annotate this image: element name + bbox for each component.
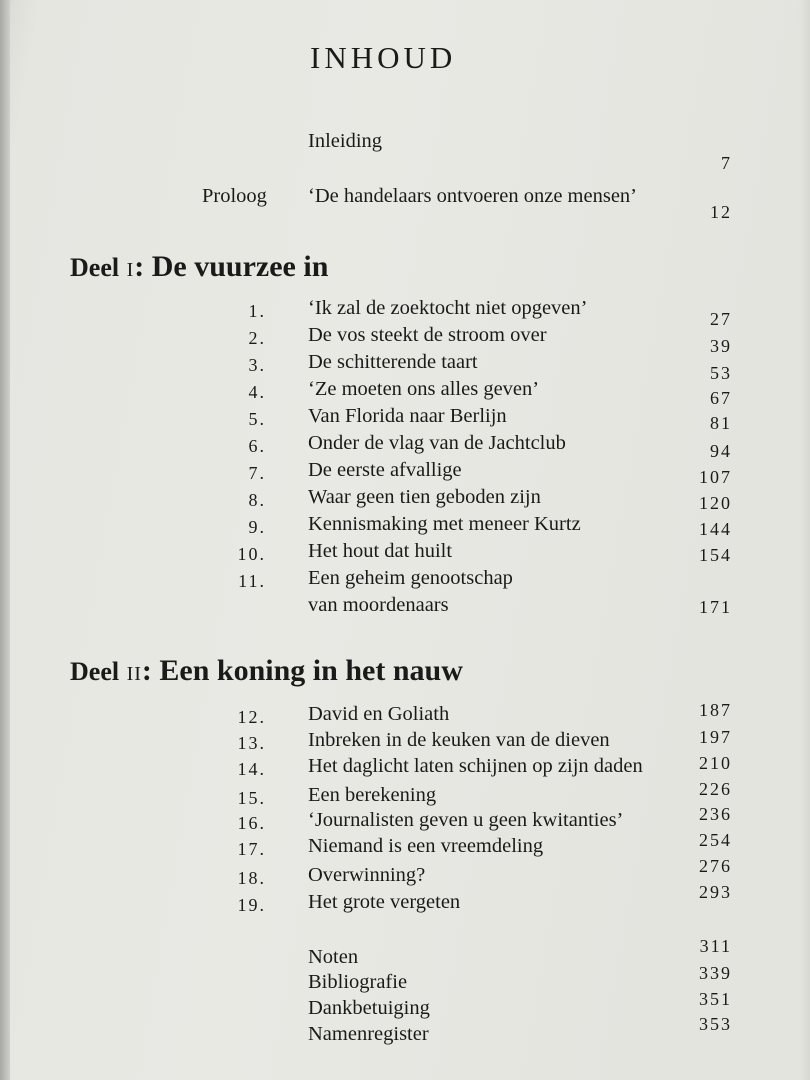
chapter-page: 226 xyxy=(699,779,732,799)
entry-title: ‘De handelaars ontvoeren onze mensen’ xyxy=(308,185,637,207)
entry-title: Namenregister xyxy=(308,1023,429,1045)
toc-entry-9 xyxy=(0,513,810,543)
chapter-title: Een berekening xyxy=(308,784,437,806)
chapter-page: 254 xyxy=(699,830,732,850)
chapter-number: 12. xyxy=(237,707,266,727)
toc-entry-7 xyxy=(0,459,810,489)
toc-entry-18 xyxy=(0,856,810,894)
chapter-number: 10. xyxy=(237,544,266,564)
toc-entry-namenregister xyxy=(0,1014,810,1053)
chapter-title: Het daglicht laten schijnen op zijn daden xyxy=(308,755,643,777)
part-heading-1 xyxy=(70,250,328,284)
chapter-number: 8. xyxy=(248,490,266,510)
chapter-page: 53 xyxy=(710,363,732,383)
chapter-title: Waar geen tien geboden zijn xyxy=(308,486,541,508)
toc-entry-17 xyxy=(0,830,810,865)
toc-entry-2 xyxy=(0,324,810,354)
chapter-number: 9. xyxy=(248,517,266,537)
chapter-page: 171 xyxy=(699,597,732,617)
part-roman: II xyxy=(126,663,142,685)
toc-entry-4 xyxy=(0,378,810,408)
chapter-title: Niemand is een vreemdeling xyxy=(308,835,544,857)
chapter-title: Overwinning? xyxy=(308,864,426,886)
entry-page: 353 xyxy=(699,1014,732,1034)
chapter-title: Onder de vlag van de Jachtclub xyxy=(308,432,566,454)
chapter-number: 1. xyxy=(248,301,266,321)
toc-entry-1 xyxy=(0,297,810,327)
chapter-page: 210 xyxy=(699,753,732,773)
chapter-title: David en Goliath xyxy=(308,703,450,725)
chapter-page: 120 xyxy=(699,493,732,513)
entry-title: Inleiding xyxy=(308,130,383,152)
toc-entry-5 xyxy=(0,405,810,435)
toc-entry-6 xyxy=(0,432,810,462)
part-word: Deel xyxy=(70,657,120,686)
part-roman: I xyxy=(126,259,135,281)
chapter-title-continued: van moordenaars xyxy=(308,594,449,616)
chapter-number: 16. xyxy=(237,813,266,833)
chapter-page: 187 xyxy=(699,700,732,720)
chapter-page: 39 xyxy=(710,336,732,356)
chapter-title: Een geheim genootschap xyxy=(308,567,513,589)
chapter-number: 4. xyxy=(248,382,266,402)
chapter-number: 2. xyxy=(248,328,266,348)
page-title: INHOUD xyxy=(310,40,457,75)
chapter-page: 107 xyxy=(699,467,732,487)
part-title: : De vuurzee in xyxy=(134,250,329,283)
chapter-title: ‘Journalisten geven u geen kwitanties’ xyxy=(308,809,624,831)
toc-entry-19 xyxy=(0,882,810,921)
chapter-title: ‘Ze moeten ons alles geven’ xyxy=(308,378,540,400)
toc-entry-inleiding xyxy=(0,130,810,160)
chapter-number: 7. xyxy=(248,463,266,483)
chapter-number: 11. xyxy=(238,571,266,591)
chapter-number: 3. xyxy=(248,355,266,375)
chapter-page: 27 xyxy=(710,309,732,329)
entry-page: 339 xyxy=(699,963,732,983)
chapter-title: Van Florida naar Berlijn xyxy=(308,405,507,427)
chapter-title: Inbreken in de keuken van de dieven xyxy=(308,729,610,751)
chapter-number: 18. xyxy=(237,868,266,888)
toc-entry-11 xyxy=(0,567,810,625)
entry-page: 311 xyxy=(699,936,732,956)
chapter-title: ‘Ik zal de zoektocht niet opgeven’ xyxy=(308,297,588,319)
toc-entry-3 xyxy=(0,351,810,381)
chapter-number: 5. xyxy=(248,409,266,429)
chapter-number: 15. xyxy=(237,788,266,808)
chapter-number: 19. xyxy=(237,895,266,915)
chapter-number: 17. xyxy=(237,839,266,859)
chapter-page: 94 xyxy=(710,441,732,461)
entry-page: 7 xyxy=(721,153,732,173)
chapter-title: Kennismaking met meneer Kurtz xyxy=(308,513,581,535)
chapter-page: 67 xyxy=(710,388,732,408)
toc-entry-proloog xyxy=(0,185,810,222)
toc-entry-10 xyxy=(0,540,810,570)
chapter-number: 14. xyxy=(237,759,266,779)
chapter-number: 6. xyxy=(248,436,266,456)
part-word: Deel xyxy=(70,253,120,282)
chapter-title: De schitterende taart xyxy=(308,351,478,373)
chapter-page: 276 xyxy=(699,856,732,876)
chapter-title: De eerste afvallige xyxy=(308,459,462,481)
entry-title: Dankbetuiging xyxy=(308,997,430,1019)
chapter-page: 81 xyxy=(710,413,732,433)
chapter-title: Het grote vergeten xyxy=(308,891,461,913)
entry-prefix: Proloog xyxy=(202,185,267,207)
entry-page: 351 xyxy=(699,989,732,1009)
chapter-number: 13. xyxy=(237,733,266,753)
entry-page: 12 xyxy=(710,202,732,222)
toc-entry-8 xyxy=(0,486,810,516)
chapter-page: 154 xyxy=(699,545,732,565)
entry-title: Noten xyxy=(308,946,359,968)
chapter-title: Het hout dat huilt xyxy=(308,540,453,562)
entry-title: Bibliografie xyxy=(308,971,408,993)
chapter-page: 293 xyxy=(699,882,732,902)
chapter-page: 144 xyxy=(699,519,732,539)
chapter-title: De vos steekt de stroom over xyxy=(308,324,547,346)
part-heading-2 xyxy=(70,654,463,688)
chapter-page: 236 xyxy=(699,804,732,824)
part-title: : Een koning in het nauw xyxy=(141,654,463,687)
chapter-page: 197 xyxy=(699,727,732,747)
toc-entry-14 xyxy=(0,755,810,785)
